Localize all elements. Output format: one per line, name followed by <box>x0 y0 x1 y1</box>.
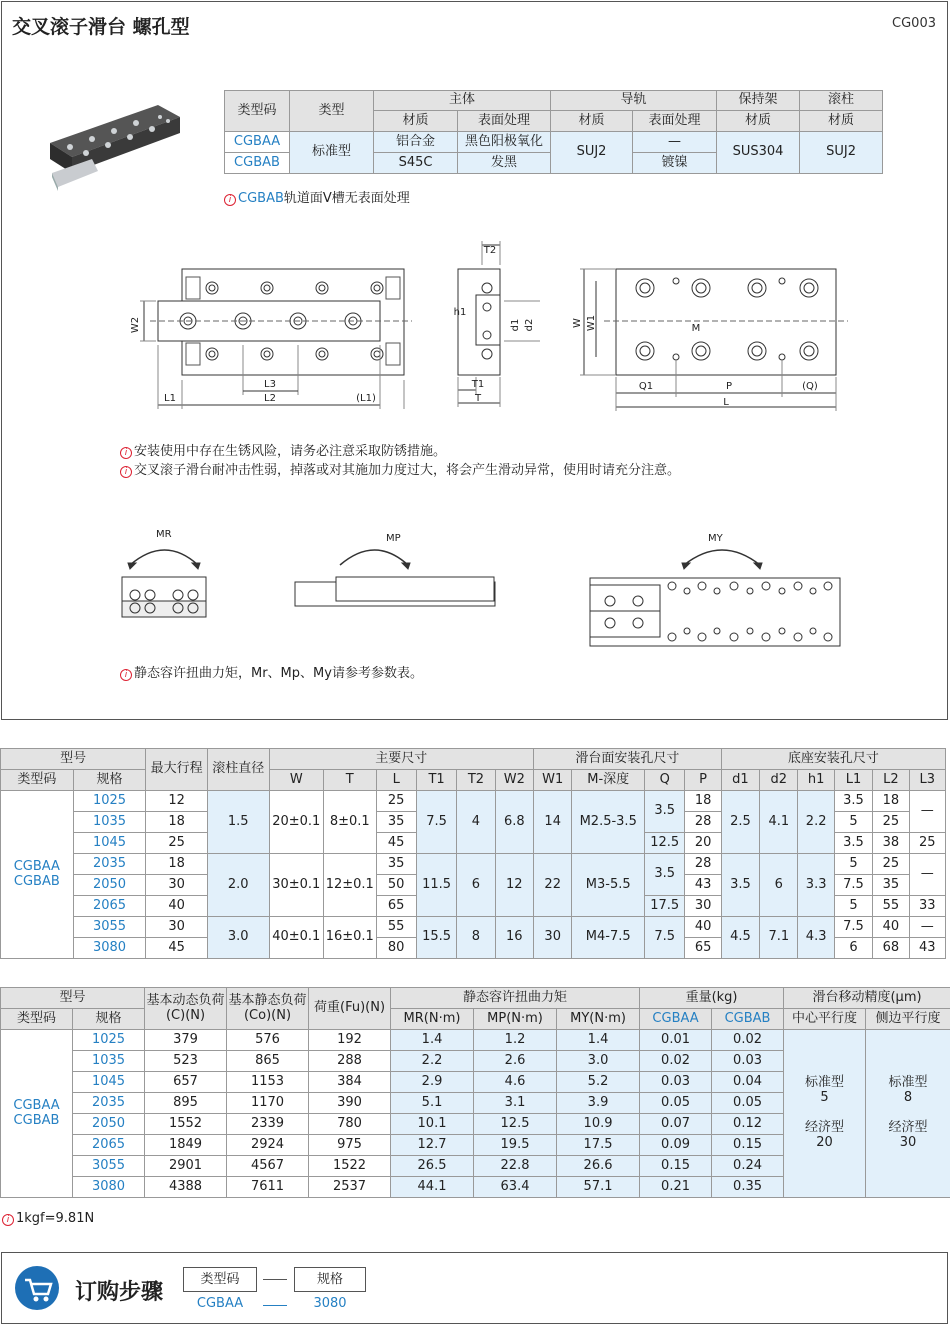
dim-size: 1025 <box>73 791 146 812</box>
dim-header-main: 主要尺寸 <box>269 749 534 770</box>
load-load: 780 <box>309 1114 391 1135</box>
load-header-weight-b: CGBAB <box>712 1009 784 1030</box>
material-header-type: 类型 <box>290 91 374 132</box>
dim-l: 45 <box>376 833 416 854</box>
dim-p: 20 <box>685 833 721 854</box>
dim-l3: — <box>909 917 946 938</box>
info-icon: i <box>120 466 132 478</box>
dim-size: 2065 <box>73 896 146 917</box>
order-value-size: 3080 <box>313 1296 347 1311</box>
load-wa: 0.15 <box>640 1156 712 1177</box>
dim-l: 55 <box>376 917 416 938</box>
load-header-accuracy: 滑台移动精度(µm) <box>784 988 950 1009</box>
dim-p: 40 <box>685 917 721 938</box>
load-load: 384 <box>309 1072 391 1093</box>
dim-col: L3 <box>909 770 946 791</box>
dimension-table <box>0 748 946 959</box>
material-header-cage: 保持架 <box>717 91 800 111</box>
dim-stroke: 45 <box>146 938 208 959</box>
load-dyn: 657 <box>145 1072 227 1093</box>
dim-col: Q <box>645 770 685 791</box>
load-sta: 576 <box>227 1030 309 1051</box>
label-t: T <box>474 393 482 404</box>
dim-q: 3.5 <box>645 854 685 896</box>
load-size: 1045 <box>73 1072 145 1093</box>
dim-stroke: 30 <box>146 917 208 938</box>
load-wa: 0.07 <box>640 1114 712 1135</box>
dim-l1: 3.5 <box>834 791 872 812</box>
load-sta: 2924 <box>227 1135 309 1156</box>
material-subheader: 表面处理 <box>458 111 551 132</box>
dim-codes: CGBAA CGBAB <box>1 791 74 959</box>
dim-w: 40±0.1 <box>269 917 324 959</box>
dim-l: 35 <box>376 812 416 833</box>
load-dyn: 1552 <box>145 1114 227 1135</box>
dim-l: 80 <box>376 938 416 959</box>
load-sta: 7611 <box>227 1177 309 1198</box>
dim-t: 12±0.1 <box>324 854 376 917</box>
dim-p: 30 <box>685 896 721 917</box>
load-load: 288 <box>309 1051 391 1072</box>
material-header-code: 类型码 <box>225 91 290 132</box>
load-header-weight-a: CGBAA <box>640 1009 712 1030</box>
dim-size: 3055 <box>73 917 146 938</box>
dim-col: T1 <box>416 770 456 791</box>
load-my: 17.5 <box>557 1135 640 1156</box>
label-l: L <box>723 397 729 408</box>
dim-d2: 6 <box>760 854 798 917</box>
load-header-dynamic: 基本动态负荷(C)(N) <box>145 988 227 1030</box>
load-my: 1.4 <box>557 1030 640 1051</box>
dim-h1: 4.3 <box>798 917 834 959</box>
material-cell: 镀镍 <box>633 153 717 174</box>
dim-header-slide: 滑台面安装孔尺寸 <box>534 749 722 770</box>
dim-l1: 5 <box>834 854 872 875</box>
dim-stroke: 12 <box>146 791 208 812</box>
load-wa: 0.21 <box>640 1177 712 1198</box>
product-image <box>40 95 200 195</box>
load-load: 192 <box>309 1030 391 1051</box>
load-wb: 0.12 <box>712 1114 784 1135</box>
order-box-size: 规格 <box>294 1267 366 1292</box>
dim-q: 17.5 <box>645 896 685 917</box>
load-my: 5.2 <box>557 1072 640 1093</box>
load-header-static: 基本静态负荷(Co)(N) <box>227 988 309 1030</box>
load-size: 2065 <box>73 1135 145 1156</box>
load-side: 标准型 8 经济型 30 <box>866 1030 950 1198</box>
label-l1p: (L1) <box>356 393 376 404</box>
page-title: 交叉滚子滑台 螺孔型 <box>12 16 190 38</box>
dim-w1: 30 <box>534 917 572 959</box>
dim-w2: 6.8 <box>495 791 533 854</box>
dim-header-roller: 滚柱直径 <box>207 749 269 791</box>
load-dyn: 379 <box>145 1030 227 1051</box>
load-wa: 0.02 <box>640 1051 712 1072</box>
label-m: M <box>691 323 701 334</box>
dim-header-base: 底座安装孔尺寸 <box>721 749 945 770</box>
dim-m: M4-7.5 <box>572 917 645 959</box>
label-l2: L2 <box>264 393 276 404</box>
dim-header-model: 型号 <box>1 749 146 770</box>
load-wa: 0.05 <box>640 1093 712 1114</box>
load-size: 1035 <box>73 1051 145 1072</box>
load-mp: 22.8 <box>474 1156 557 1177</box>
load-my: 10.9 <box>557 1114 640 1135</box>
dim-p: 65 <box>685 938 721 959</box>
order-separator <box>263 1279 287 1280</box>
load-sta: 865 <box>227 1051 309 1072</box>
load-wa: 0.01 <box>640 1030 712 1051</box>
note-cgbab: i CGBAB轨道面V槽无表面处理 <box>224 187 410 206</box>
load-wa: 0.03 <box>640 1072 712 1093</box>
dim-col: d1 <box>721 770 759 791</box>
load-my: 3.0 <box>557 1051 640 1072</box>
dim-d1: 2.5 <box>721 791 759 854</box>
material-cell: SUJ2 <box>551 132 633 174</box>
load-wb: 0.24 <box>712 1156 784 1177</box>
product-code: CG003 <box>892 16 936 31</box>
dim-l3: — <box>909 854 946 896</box>
info-icon: i <box>224 194 236 206</box>
load-header-mr: MR(N·m) <box>391 1009 474 1030</box>
dim-w: 20±0.1 <box>269 791 324 854</box>
material-subheader: 材质 <box>374 111 458 132</box>
load-mr: 12.7 <box>391 1135 474 1156</box>
dim-size: 1045 <box>73 833 146 854</box>
material-subheader: 材质 <box>551 111 633 132</box>
load-mr: 1.4 <box>391 1030 474 1051</box>
load-header-model: 型号 <box>1 988 145 1009</box>
dim-t1: 15.5 <box>416 917 456 959</box>
load-header-moment: 静态容许扭曲力矩 <box>391 988 640 1009</box>
order-steps-panel <box>1 1252 948 1324</box>
dim-t: 16±0.1 <box>324 917 376 959</box>
material-cell: SUJ2 <box>800 132 883 174</box>
material-subheader: 材质 <box>717 111 800 132</box>
label-d1: d1 <box>510 318 521 332</box>
label-t1: T1 <box>471 379 485 390</box>
dim-col: h1 <box>798 770 834 791</box>
dim-d1: 3.5 <box>721 854 759 917</box>
dim-q: 3.5 <box>645 791 685 833</box>
dim-m: M2.5-3.5 <box>572 791 645 854</box>
cart-icon <box>15 1266 59 1310</box>
load-header-my: MY(N·m) <box>557 1009 640 1030</box>
label-mr: MR <box>156 529 172 540</box>
dim-l3: 33 <box>909 896 946 917</box>
load-my: 3.9 <box>557 1093 640 1114</box>
dim-q: 12.5 <box>645 833 685 854</box>
label-w1: W1 <box>586 314 597 332</box>
dim-l: 35 <box>376 854 416 875</box>
dim-roller: 1.5 <box>207 791 269 854</box>
dim-col: L <box>376 770 416 791</box>
dim-p: 43 <box>685 875 721 896</box>
load-wb: 0.04 <box>712 1072 784 1093</box>
dim-w2: 16 <box>495 917 533 959</box>
dim-l2: 35 <box>873 875 909 896</box>
dim-stroke: 18 <box>146 812 208 833</box>
label-q: (Q) <box>802 381 818 392</box>
load-load: 2537 <box>309 1177 391 1198</box>
dim-roller: 2.0 <box>207 854 269 917</box>
load-dyn: 1849 <box>145 1135 227 1156</box>
label-my: MY <box>708 533 723 544</box>
material-header-rail: 导轨 <box>551 91 717 111</box>
material-table <box>224 90 883 174</box>
load-mp: 19.5 <box>474 1135 557 1156</box>
dim-d1: 4.5 <box>721 917 759 959</box>
load-mr: 2.2 <box>391 1051 474 1072</box>
dim-l1: 5 <box>834 812 872 833</box>
load-dyn: 895 <box>145 1093 227 1114</box>
material-code-cell: CGBAA <box>225 132 290 153</box>
load-dyn: 4388 <box>145 1177 227 1198</box>
dim-t2: 8 <box>457 917 495 959</box>
dim-l1: 7.5 <box>834 917 872 938</box>
load-wb: 0.35 <box>712 1177 784 1198</box>
dim-l2: 68 <box>873 938 909 959</box>
load-wb: 0.05 <box>712 1093 784 1114</box>
info-icon: i <box>2 1214 14 1226</box>
label-l3: L3 <box>264 379 276 390</box>
dim-col: W <box>269 770 324 791</box>
order-title: 订购步骤 <box>75 1280 164 1305</box>
dim-l3: 25 <box>909 833 946 854</box>
load-size: 2050 <box>73 1114 145 1135</box>
dim-size: 3080 <box>73 938 146 959</box>
note-moment: i 静态容许扭曲力矩，Mr、Mp、My请参考参数表。 <box>120 662 423 681</box>
dim-header-code: 类型码 <box>1 770 74 791</box>
label-l1: L1 <box>164 393 176 404</box>
label-d2: d2 <box>524 318 535 332</box>
note-kgf: i 1kgf=9.81N <box>2 1211 94 1226</box>
load-wb: 0.03 <box>712 1051 784 1072</box>
load-my: 26.6 <box>557 1156 640 1177</box>
order-value-code: CGBAA <box>196 1296 244 1311</box>
dim-size: 1035 <box>73 812 146 833</box>
dim-col: L2 <box>873 770 909 791</box>
dim-col: W1 <box>534 770 572 791</box>
dim-l1: 7.5 <box>834 875 872 896</box>
dim-p: 28 <box>685 812 721 833</box>
dim-header-stroke: 最大行程 <box>146 749 208 791</box>
material-type-cell: 标准型 <box>290 132 374 174</box>
dim-l2: 25 <box>873 854 909 875</box>
dim-col: P <box>685 770 721 791</box>
load-mp: 2.6 <box>474 1051 557 1072</box>
dim-l: 65 <box>376 896 416 917</box>
order-box-code: 类型码 <box>183 1267 257 1292</box>
load-wb: 0.02 <box>712 1030 784 1051</box>
label-w2: W2 <box>130 316 141 334</box>
dim-size: 2035 <box>73 854 146 875</box>
load-mr: 2.9 <box>391 1072 474 1093</box>
label-w: W <box>572 318 583 328</box>
material-cell: SUS304 <box>717 132 800 174</box>
load-header-mp: MP(N·m) <box>474 1009 557 1030</box>
moment-diagrams <box>110 525 850 655</box>
dim-l: 25 <box>376 791 416 812</box>
dim-header-size: 规格 <box>73 770 146 791</box>
dim-t: 8±0.1 <box>324 791 376 854</box>
dim-w1: 14 <box>534 791 572 854</box>
dim-l1: 3.5 <box>834 833 872 854</box>
info-icon: i <box>120 669 132 681</box>
load-mr: 26.5 <box>391 1156 474 1177</box>
dim-roller: 3.0 <box>207 917 269 959</box>
dim-w2: 12 <box>495 854 533 917</box>
material-cell: — <box>633 132 717 153</box>
load-size: 2035 <box>73 1093 145 1114</box>
label-h1: h1 <box>453 307 467 318</box>
dim-l2: 18 <box>873 791 909 812</box>
load-mr: 44.1 <box>391 1177 474 1198</box>
load-mp: 1.2 <box>474 1030 557 1051</box>
load-mp: 12.5 <box>474 1114 557 1135</box>
load-header-side: 侧边平行度 <box>866 1009 950 1030</box>
load-table <box>0 987 950 1198</box>
dim-w1: 22 <box>534 854 572 917</box>
load-size: 1025 <box>73 1030 145 1051</box>
dim-d2: 4.1 <box>760 791 798 854</box>
material-header-roller: 滚柱 <box>800 91 883 111</box>
dim-w: 30±0.1 <box>269 854 324 917</box>
dim-stroke: 18 <box>146 854 208 875</box>
label-mp: MP <box>386 533 401 544</box>
dim-t2: 6 <box>457 854 495 917</box>
material-subheader: 表面处理 <box>633 111 717 132</box>
material-header-body: 主体 <box>374 91 551 111</box>
material-subheader: 材质 <box>800 111 883 132</box>
dim-d2: 7.1 <box>760 917 798 959</box>
load-mp: 4.6 <box>474 1072 557 1093</box>
load-dyn: 523 <box>145 1051 227 1072</box>
load-sta: 2339 <box>227 1114 309 1135</box>
load-dyn: 2901 <box>145 1156 227 1177</box>
load-size: 3080 <box>73 1177 145 1198</box>
dim-stroke: 40 <box>146 896 208 917</box>
dim-l2: 25 <box>873 812 909 833</box>
dim-p: 28 <box>685 854 721 875</box>
dim-h1: 3.3 <box>798 854 834 917</box>
load-wb: 0.15 <box>712 1135 784 1156</box>
load-mr: 5.1 <box>391 1093 474 1114</box>
load-sta: 1153 <box>227 1072 309 1093</box>
label-q1: Q1 <box>638 381 654 392</box>
load-size: 3055 <box>73 1156 145 1177</box>
dim-l1: 5 <box>834 896 872 917</box>
load-codes: CGBAA CGBAB <box>1 1030 73 1198</box>
material-code-cell: CGBAB <box>225 153 290 174</box>
info-icon: i <box>120 447 132 459</box>
load-load: 975 <box>309 1135 391 1156</box>
dim-t1: 11.5 <box>416 854 456 917</box>
dim-l2: 55 <box>873 896 909 917</box>
dim-col: W2 <box>495 770 533 791</box>
material-cell: 铝合金 <box>374 132 458 153</box>
dim-l3: 43 <box>909 938 946 959</box>
dim-col: L1 <box>834 770 872 791</box>
load-my: 57.1 <box>557 1177 640 1198</box>
dim-l1: 6 <box>834 938 872 959</box>
dim-l2: 40 <box>873 917 909 938</box>
dim-stroke: 25 <box>146 833 208 854</box>
dim-size: 2050 <box>73 875 146 896</box>
dim-q: 7.5 <box>645 917 685 959</box>
load-header-weight: 重量(kg) <box>640 988 784 1009</box>
load-header-load: 荷重(Fu)(N) <box>309 988 391 1030</box>
dim-p: 18 <box>685 791 721 812</box>
dim-col: T <box>324 770 376 791</box>
label-t2: T2 <box>483 245 497 256</box>
dim-t2: 4 <box>457 791 495 854</box>
load-mr: 10.1 <box>391 1114 474 1135</box>
dim-l3: — <box>909 791 946 833</box>
dim-col: T2 <box>457 770 495 791</box>
note-impact: i 交叉滚子滑台耐冲击性弱，掉落或对其施加力度过大，将会产生滑动异常，使用时请充分注意。 <box>120 459 680 478</box>
load-header-center: 中心平行度 <box>784 1009 866 1030</box>
dim-t1: 7.5 <box>416 791 456 854</box>
dimension-drawings <box>120 235 860 415</box>
dim-stroke: 30 <box>146 875 208 896</box>
dim-l: 50 <box>376 875 416 896</box>
dim-col: d2 <box>760 770 798 791</box>
order-value-separator <box>263 1305 287 1306</box>
dim-col: M-深度 <box>572 770 645 791</box>
load-load: 1522 <box>309 1156 391 1177</box>
load-wa: 0.09 <box>640 1135 712 1156</box>
material-cell: 发黑 <box>458 153 551 174</box>
dim-l2: 38 <box>873 833 909 854</box>
material-cell: 黑色阳极氧化 <box>458 132 551 153</box>
label-p: P <box>725 381 733 392</box>
note-rust: i 安装使用中存在生锈风险，请务必注意采取防锈措施。 <box>120 440 446 459</box>
dim-m: M3-5.5 <box>572 854 645 917</box>
load-sta: 4567 <box>227 1156 309 1177</box>
load-header-size: 规格 <box>73 1009 145 1030</box>
load-header-code: 类型码 <box>1 1009 73 1030</box>
load-load: 390 <box>309 1093 391 1114</box>
dim-h1: 2.2 <box>798 791 834 854</box>
load-sta: 1170 <box>227 1093 309 1114</box>
load-mp: 63.4 <box>474 1177 557 1198</box>
load-mp: 3.1 <box>474 1093 557 1114</box>
material-cell: S45C <box>374 153 458 174</box>
load-center: 标准型 5 经济型 20 <box>784 1030 866 1198</box>
